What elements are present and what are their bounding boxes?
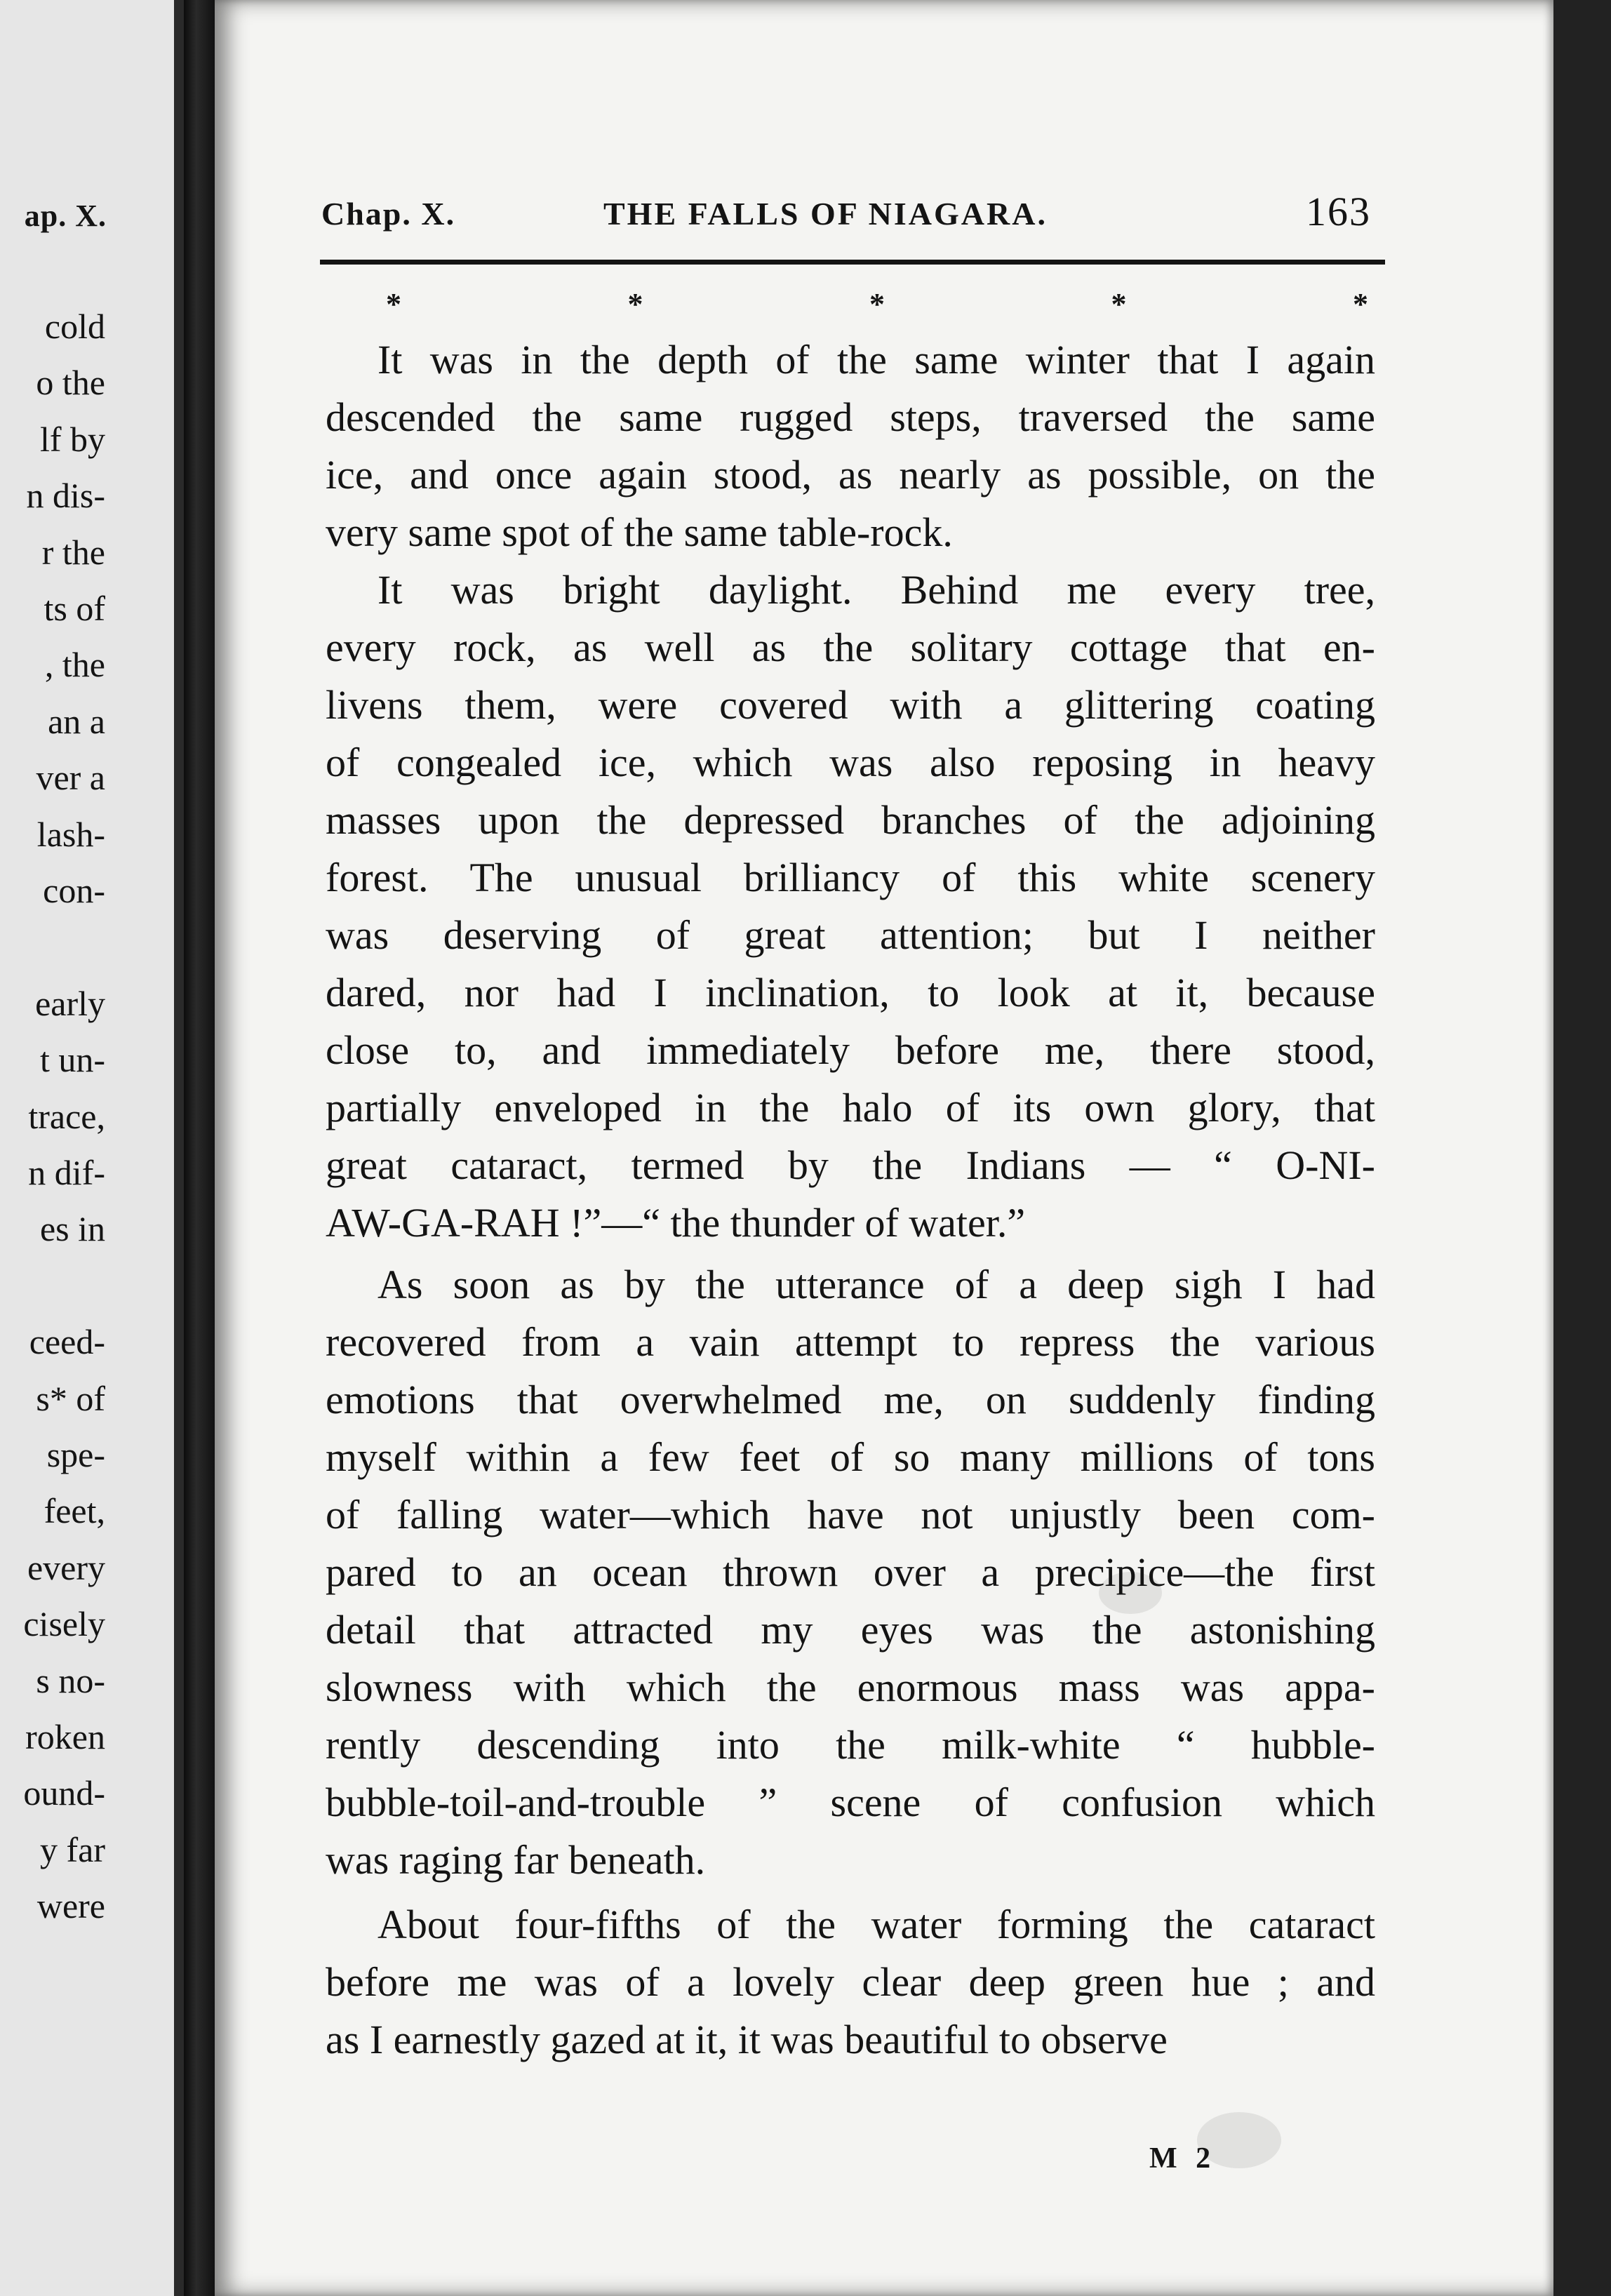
previous-page-header: ap. X. [24,199,107,233]
separator-star: * [386,287,401,321]
text-line: before me was of a lovely clear deep green hue ; and [326,1959,1375,2005]
previous-page-line: s* of [36,1378,105,1418]
text-line: was raging far beneath. [326,1837,706,1883]
previous-page-line: n dif- [28,1153,105,1192]
previous-page-line: every [27,1547,105,1587]
book-page [215,0,1553,2296]
previous-page-line: t un- [39,1040,105,1080]
previous-page-line: s no- [36,1660,105,1700]
text-line: bubble-toil-and-trouble ” scene of confusion which [326,1780,1375,1825]
previous-page-line: es in [39,1209,105,1249]
previous-page-line: ver a [36,758,105,798]
text-line: It was bright daylight. Behind me every tree, [377,567,1375,613]
text-line: descended the same rugged steps, traversed the same [326,394,1375,440]
text-line: rently descending into the milk-white “ hubble- [326,1722,1375,1768]
previous-page-line: r the [41,532,105,572]
text-line: partially enveloped in the halo of its own glory, that [326,1085,1375,1130]
book-spine [184,0,215,2296]
separator-star: * [627,287,643,321]
previous-page-line: o the [36,363,105,403]
text-line: pared to an ocean thrown over a precipice—the first [326,1549,1375,1595]
text-line: recovered from a vain attempt to repress the various [326,1319,1375,1365]
chapter-label: Chap. X. [321,196,456,232]
text-line: About four-fifths of the water forming the cataract [377,1902,1375,1947]
running-head [321,188,1374,239]
text-line: of congealed ice, which was also reposing in heavy [326,740,1375,785]
separator-star: * [869,287,885,321]
running-title: THE FALLS OF NIAGARA. [603,196,1048,232]
text-line: AW-GA-RAH !”—“ the thunder of water.” [326,1200,1026,1246]
previous-page-line: , the [44,645,105,685]
text-line: close to, and immediately before me, there stood, [326,1027,1375,1073]
signature-mark: M 2 [1149,2142,1217,2175]
previous-page-line: ceed- [29,1322,105,1362]
text-line: was deserving of great attention; but I neither [326,912,1375,958]
previous-page-line: con- [43,871,105,910]
text-line: It was in the depth of the same winter that I again [377,337,1375,382]
previous-page-line: spe- [46,1435,105,1474]
previous-page-line: trace, [28,1096,105,1136]
text-line: of falling water—which have not unjustly been com- [326,1492,1375,1537]
text-line: livens them, were covered with a glittering coating [326,682,1375,728]
previous-page-line: feet, [44,1491,105,1531]
text-line: dared, nor had I inclination, to look at it, because [326,970,1375,1015]
previous-page-line: ts of [44,589,105,628]
previous-page-line: were [36,1886,105,1926]
previous-page-line: early [35,983,105,1023]
text-line: myself within a few feet of so many millions of tons [326,1434,1375,1480]
separator-star: * [1111,287,1127,321]
previous-page-line: lash- [36,814,105,854]
section-separator [386,286,1368,328]
previous-page-line: n dis- [26,476,105,516]
text-line: detail that attracted my eyes was the astonishing [326,1607,1375,1653]
page-number: 163 [1306,189,1371,234]
previous-page-line: cold [44,307,105,346]
text-line: masses upon the depressed branches of the adjoining [326,797,1375,843]
text-line: every rock, as well as the solitary cottage that en- [326,625,1375,670]
previous-page-line: ound- [23,1773,105,1813]
text-line: forest. The unusual brilliancy of this white scenery [326,855,1375,900]
previous-page-line: lf by [39,419,105,459]
text-line: ice, and once again stood, as nearly as possible, on the [326,452,1375,498]
previous-page-line: roken [25,1717,105,1756]
previous-page-line: y far [40,1829,105,1869]
text-line: very same spot of the same table-rock. [326,509,953,555]
previous-page [0,0,184,2296]
page-edge [1553,0,1611,2296]
text-line: slowness with which the enormous mass was appa- [326,1664,1375,1710]
previous-page-line: an a [48,701,105,741]
text-line: As soon as by the utterance of a deep sigh I had [377,1262,1375,1307]
text-line: as I earnestly gazed at it, it was beautiful to observe [326,2017,1168,2062]
text-line: emotions that overwhelmed me, on suddenly finding [326,1377,1375,1422]
previous-page-line: cisely [23,1604,105,1644]
text-line: great cataract, termed by the Indians — “ O-NI- [326,1142,1375,1188]
header-rule [320,260,1385,265]
separator-star: * [1353,287,1368,321]
